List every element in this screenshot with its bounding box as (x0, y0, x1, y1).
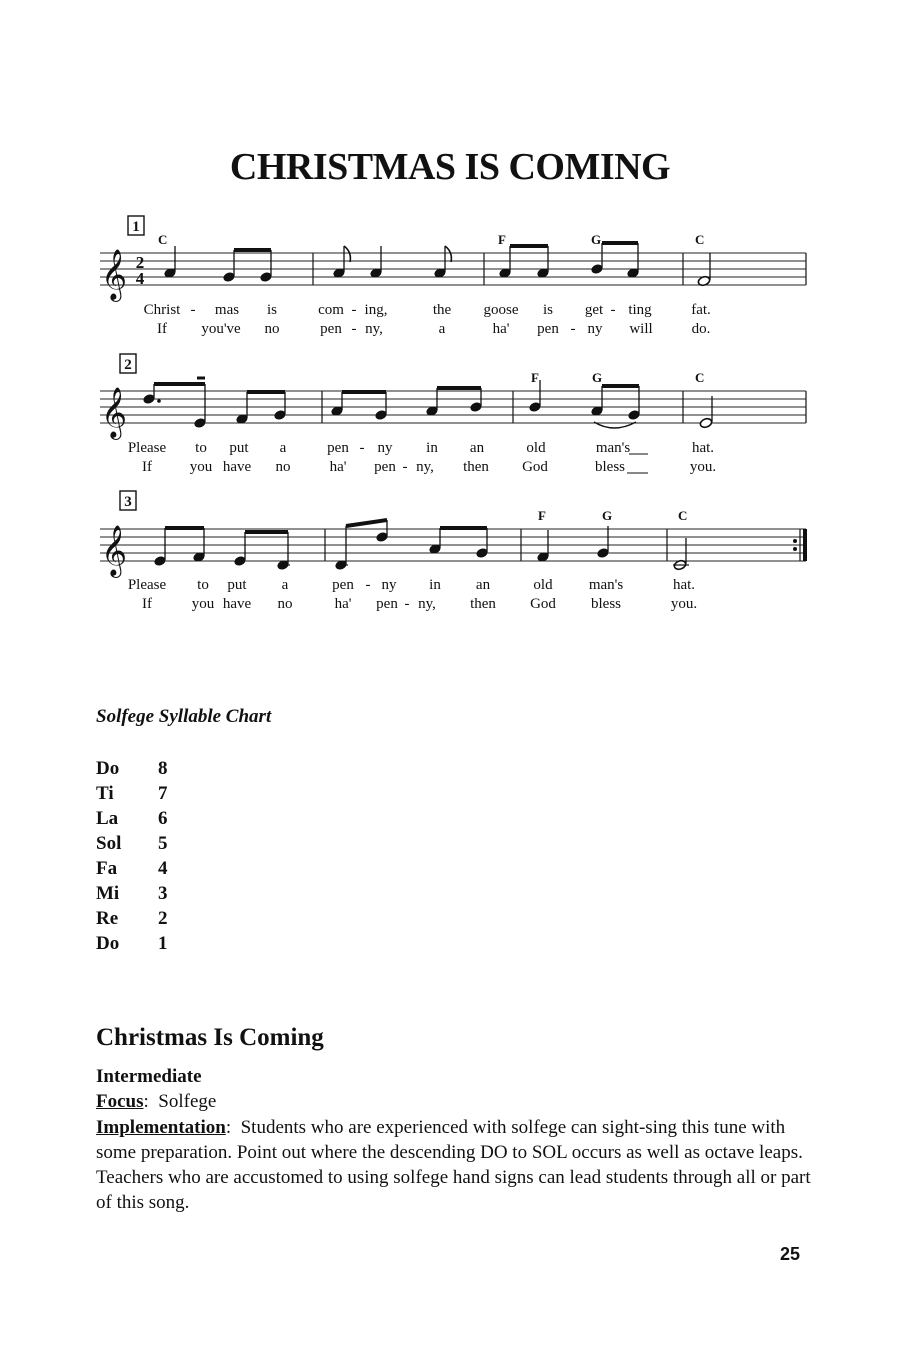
solfege-chart (96, 756, 168, 956)
staff-lines (100, 391, 806, 423)
svg-text:pen: pen (537, 321, 559, 337)
svg-text:pen: pen (332, 577, 354, 593)
svg-text:ting: ting (628, 302, 652, 318)
svg-text:no: no (277, 596, 293, 612)
svg-text:a: a (438, 321, 446, 337)
svg-text:ha': ha' (334, 596, 352, 612)
music-system-1 (0, 210, 900, 340)
svg-text:If: If (142, 459, 152, 475)
lesson-level: Intermediate (96, 1066, 202, 1087)
svg-text:hat.: hat. (672, 577, 696, 593)
svg-text:have: have (222, 596, 252, 612)
svg-text:Please: Please (127, 577, 167, 593)
svg-text:is: is (542, 302, 554, 318)
solfege-row (96, 831, 168, 856)
svg-text:a: a (279, 440, 287, 456)
svg-text:-: - (351, 302, 357, 318)
solfege-row (96, 781, 168, 806)
syllable: Do (96, 933, 120, 954)
syllable: Sol (96, 833, 122, 854)
solfege-row (96, 906, 168, 931)
svg-text:pen: pen (327, 440, 349, 456)
svg-text:no: no (275, 459, 291, 475)
number: 5 (158, 833, 168, 854)
measure-number: 1 (132, 219, 140, 235)
solfege-chart-title: Solfege Syllable Chart (96, 706, 272, 727)
syllable: Do (96, 758, 120, 779)
svg-text:ny,: ny, (416, 459, 434, 475)
lyrics-verse-2 (142, 459, 716, 475)
solfege-row (96, 856, 168, 881)
lesson-focus: Focus: Solfege (96, 1091, 217, 1112)
svg-text:If: If (157, 321, 167, 337)
svg-text:-: - (351, 321, 357, 337)
svg-text:pen: pen (376, 596, 398, 612)
svg-text:ha': ha' (329, 459, 347, 475)
number: 6 (158, 808, 168, 829)
svg-text:-: - (359, 440, 365, 456)
svg-text:G: G (592, 370, 603, 385)
svg-text:Please: Please (127, 440, 167, 456)
svg-text:ny: ny (381, 577, 397, 593)
lesson-implementation: Implementation: Students who are experienced with solfege can sight-sing this tune with some preparation. Point out where the descending DO to SOL occurs as well as octave leaps. Teachers who are accustomed to using solfege hand signs can lead students through all or part of this song. (96, 1117, 811, 1213)
svg-text:God: God (530, 596, 556, 612)
svg-text:will: will (629, 321, 653, 337)
syllable: Fa (96, 858, 118, 879)
svg-text:in: in (429, 577, 441, 593)
time-signature-bottom: 4 (135, 269, 145, 288)
svg-text:pen: pen (320, 321, 342, 337)
time-signature (136, 253, 145, 288)
svg-text:to: to (195, 440, 207, 456)
music-system-3 (0, 485, 900, 615)
svg-text:com: com (318, 302, 344, 318)
implementation-label: Implementation (96, 1117, 226, 1138)
svg-text:goose: goose (483, 302, 519, 318)
solfege-row (96, 806, 168, 831)
svg-text:C: C (695, 232, 705, 247)
svg-text:-: - (570, 321, 576, 337)
lyrics-verse-2 (142, 596, 697, 612)
song-title: CHRISTMAS IS COMING (229, 146, 671, 188)
svg-text:ny: ny (587, 321, 603, 337)
svg-text:C: C (678, 508, 688, 523)
focus-label: Focus (96, 1091, 144, 1112)
svg-text:mas: mas (214, 302, 240, 318)
svg-text:C: C (158, 232, 168, 247)
chord-symbols (538, 508, 687, 523)
svg-text:ing,: ing, (364, 302, 388, 318)
lyrics-verse-1 (128, 577, 695, 593)
svg-text:-: - (365, 577, 371, 593)
svg-text:-: - (610, 302, 616, 318)
svg-text:is: is (266, 302, 278, 318)
svg-text:-: - (402, 459, 408, 475)
staff-lines (100, 529, 806, 561)
measure-number: 3 (124, 494, 132, 510)
svg-text:G: G (591, 232, 602, 247)
svg-text:you've: you've (201, 321, 241, 337)
svg-text:get: get (584, 302, 604, 318)
svg-text:ny,: ny, (365, 321, 383, 337)
notes (164, 243, 711, 287)
music-system-2 (0, 348, 900, 478)
svg-text:God: God (522, 459, 548, 475)
svg-text:F: F (538, 508, 546, 523)
svg-text:man's: man's (588, 577, 624, 593)
treble-clef-icon: 𝄞 (101, 525, 128, 576)
svg-text:put: put (227, 577, 247, 593)
treble-clef-icon: 𝄞 (101, 387, 128, 438)
svg-text:ny: ny (377, 440, 393, 456)
svg-text:an: an (469, 440, 485, 456)
lesson-title: Christmas Is Coming (96, 1024, 324, 1051)
svg-text:fat.: fat. (691, 302, 711, 318)
svg-text:have: have (222, 459, 252, 475)
svg-text:hat.: hat. (691, 440, 715, 456)
lyrics-verse-2 (157, 321, 710, 337)
number: 3 (158, 883, 168, 904)
number: 1 (158, 933, 168, 954)
syllable: Mi (96, 883, 120, 904)
lyrics-verse-1 (128, 440, 714, 456)
svg-text:an: an (475, 577, 491, 593)
implementation-text: Students who are experienced with solfege can sight-sing this tune with some preparation. Point out where the descending DO to SOL occurs as well as octave leaps. Teachers who are accustomed to using solfege hand signs can lead students through all or part of this song. (96, 1117, 811, 1213)
svg-text:If: If (142, 596, 152, 612)
svg-text:do.: do. (691, 321, 711, 337)
svg-text:you: you (189, 459, 213, 475)
svg-text:ny,: ny, (418, 596, 436, 612)
svg-text:to: to (197, 577, 209, 593)
svg-text:you: you (191, 596, 215, 612)
syllable: La (96, 808, 119, 829)
number: 7 (158, 783, 168, 804)
solfege-row (96, 756, 168, 781)
svg-text:bless: bless (595, 459, 625, 475)
svg-text:pen: pen (374, 459, 396, 475)
lyrics-verse-1 (144, 302, 711, 318)
svg-text:-: - (404, 596, 410, 612)
treble-clef-icon: 𝄞 (101, 249, 128, 300)
svg-text:F: F (531, 370, 539, 385)
svg-text:then: then (463, 459, 489, 475)
number: 2 (158, 908, 168, 929)
svg-text:you.: you. (689, 459, 717, 475)
number: 8 (158, 758, 168, 779)
svg-text:C: C (695, 370, 705, 385)
notes (143, 378, 713, 429)
svg-text:no: no (264, 321, 280, 337)
time-signature-top: 2 (135, 253, 145, 272)
svg-text:old: old (526, 440, 546, 456)
svg-text:then: then (470, 596, 496, 612)
chord-symbols (531, 370, 704, 385)
measure-number: 2 (124, 357, 132, 373)
svg-text:ha': ha' (492, 321, 510, 337)
svg-text:man's: man's (595, 440, 631, 456)
svg-text:-: - (190, 302, 196, 318)
svg-text:old: old (533, 577, 553, 593)
number: 4 (158, 858, 168, 879)
svg-text:a: a (281, 577, 289, 593)
page-number: 25 (780, 1244, 801, 1264)
svg-text:F: F (498, 232, 506, 247)
syllable: Re (96, 908, 119, 929)
svg-text:the: the (432, 302, 452, 318)
svg-text:G: G (602, 508, 613, 523)
svg-text:Christ: Christ (143, 302, 181, 318)
svg-text:put: put (229, 440, 249, 456)
syllable: Ti (96, 783, 114, 804)
svg-text:bless: bless (591, 596, 621, 612)
svg-text:you.: you. (670, 596, 698, 612)
solfege-row (96, 881, 168, 906)
solfege-row (96, 931, 168, 956)
focus-value: Solfege (158, 1091, 217, 1112)
svg-text:in: in (426, 440, 438, 456)
